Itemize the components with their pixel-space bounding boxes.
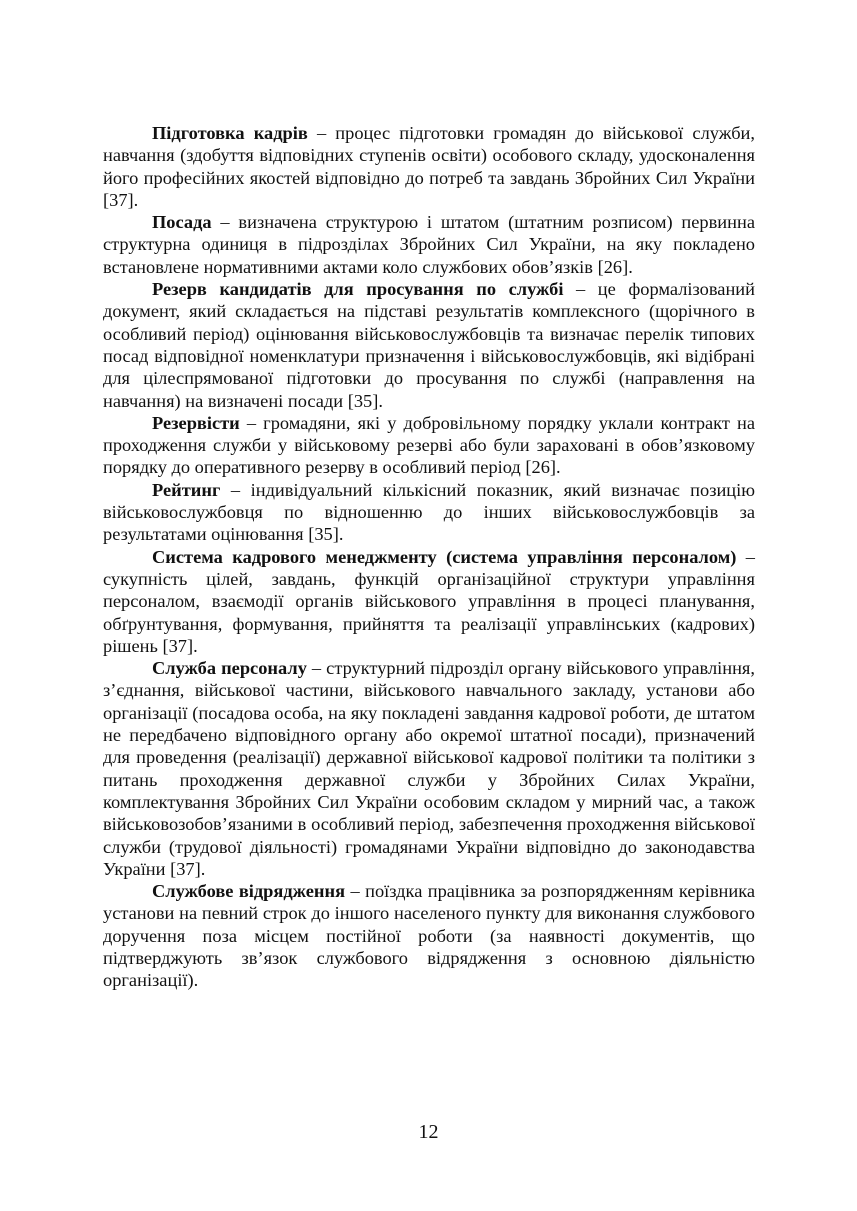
glossary-term: Службове відрядження — [152, 881, 346, 902]
glossary-entry — [103, 122, 755, 211]
glossary-definition: – поїздка працівника за розпорядженням керівника установи на певний строк до іншого населеного пункту для виконання службового доручення поза місцем постійної роботи (за наявності документів, що підтверджують зв’язок службового відрядження з основною діяльністю організації). — [103, 881, 756, 991]
page-number: 12 — [418, 1121, 439, 1143]
glossary-entry — [103, 211, 755, 278]
glossary-entry — [103, 880, 755, 991]
glossary-entry — [103, 546, 755, 657]
glossary-term: Система кадрового менеджменту (система управління персоналом) — [152, 546, 737, 567]
glossary-term: Резервісти — [152, 412, 240, 433]
glossary-definition: – це формалізований документ, який складається на підставі результатів комплексного (щорічного в особливий період) оцінювання військовослужбовців та визначає перелік типових посад відповідної номенклатури призначення і військовослужбовців, які відібрані для цілеспрямованої підготовки до просування по службі (направлення на навчання) на визначені посади [35]. — [103, 279, 755, 411]
glossary-term: Служба персоналу — [152, 658, 307, 679]
glossary-definition: – громадяни, які у добровільному порядку уклали контракт на проходження служби у військовому резерві або були зараховані в обов’язковому порядку до оперативного резерву в особливий період [26]. — [103, 412, 755, 478]
glossary-term: Рейтинг — [152, 479, 221, 500]
glossary-entry — [103, 479, 755, 546]
glossary-term: Посада — [152, 212, 212, 233]
glossary-definition: – визначена структурою і штатом (штатним розписом) первинна структурна одиниця в підрозділах Збройних Сил України, на яку покладено встановлене нормативними актами коло службових обов’язків [26]. — [103, 212, 755, 277]
glossary-definition: – процес підготовки громадян до військової служби, навчання (здобуття відповідних ступенів освіти) особового складу, удосконалення його професійних якостей відповідно до потреб та завдань Збройних Сил України [37]. — [103, 123, 755, 210]
glossary-definition: – сукупність цілей, завдань, функцій організаційної структури управління персоналом, взаємодії органів військового управління в процесі планування, обґрунтування, формування, прийняття та реалізації управлінських (кадрових) рішень [37]. — [103, 546, 755, 656]
glossary-entry — [103, 412, 755, 479]
glossary-definition: – структурний підрозділ органу військового управління, з’єднання, військової частини, військового навчального закладу, установи або організації (посадова особа, на яку покладені завдання кадрової роботи, де штатом не передбачено відповідного органу або окремої штатної посади), призначений для проведення (реалізації) державної військової кадрової політики та політики з питань проходження державної служби у Збройних Силах України, комплектування Збройних Сил України особовим складом у мирний час, а також військовозобов’язаними в особливий період, забезпечення проходження військової служби (трудової діяльності) громадянами України відповідно до законодавства України [37]. — [103, 658, 755, 879]
glossary-entry — [103, 278, 755, 412]
glossary-term: Резерв кандидатів для просування по службі — [152, 279, 564, 300]
glossary-definition: – індивідуальний кількісний показник, який визначає позицію військовослужбовця по відношенню до інших військовослужбовців за результатами оцінювання [35]. — [103, 479, 755, 545]
glossary-term: Підготовка кадрів — [152, 123, 308, 143]
glossary-entry — [103, 657, 755, 880]
document-body — [103, 122, 755, 992]
